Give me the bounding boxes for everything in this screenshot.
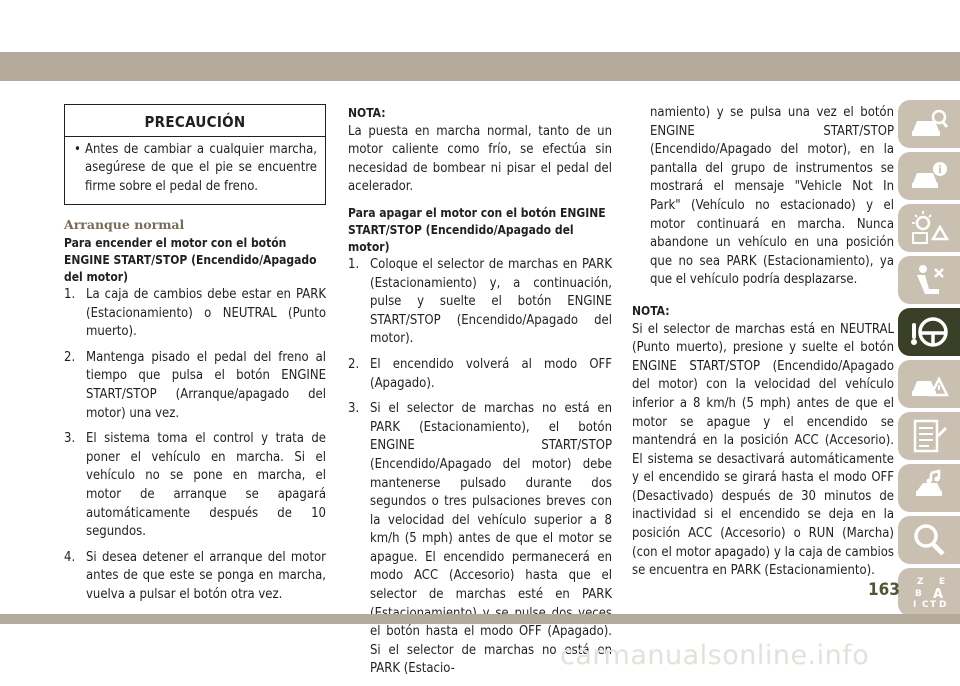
stop-step-2 xyxy=(348,356,612,393)
index-letter: I xyxy=(913,600,917,610)
svg-text:i: i xyxy=(938,165,942,176)
tab-safety[interactable] xyxy=(898,204,960,252)
tab-seats[interactable] xyxy=(898,256,960,304)
step-number: 3. xyxy=(348,401,360,417)
step-text: Si desea detener el arranque del motor antes de que este se ponga en marcha, vuelva a pulsar el botón otra vez. xyxy=(86,549,326,602)
index-letter: D xyxy=(939,600,947,610)
start-steps xyxy=(64,286,326,605)
maintenance-checklist-icon xyxy=(909,417,949,455)
tab-getting-to-know[interactable] xyxy=(898,100,960,148)
column-3 xyxy=(632,104,894,581)
step-text: La caja de cambios debe estar en PARK (Estacionamiento) o NEUTRAL (Punto muerto). xyxy=(86,286,326,340)
stop-step-3-continued: namiento) y se pulsa una vez el botón ENGINE START/STOP (Encendido/Apagado del motor), en la pantalla del grupo de instrumentos se mostrará el mensaje "Vehicle Not In Park" (Vehículo no estacionado) y el motor continuará en marcha. Nunca abandone un vehículo en una posición que no sea PARK (Estacionamiento), ya que el vehículo podría desplazarse. xyxy=(650,105,894,288)
stop-step-1 xyxy=(348,256,612,349)
index-letter: E xyxy=(939,577,946,587)
start-step-2 xyxy=(64,349,326,423)
tab-alphabet-index[interactable] xyxy=(898,568,960,616)
tab-instrument-panel[interactable] xyxy=(898,152,960,200)
caution-body xyxy=(65,137,325,205)
index-letter: Z xyxy=(917,577,924,587)
start-subhead: Para encender el motor con el botón ENGINE START/STOP (Encendido/Apagado del motor) xyxy=(64,235,317,284)
section-title: Arranque normal xyxy=(64,217,185,233)
index-letter: T xyxy=(930,600,937,610)
step-number: 4. xyxy=(64,549,76,565)
header-band xyxy=(0,52,960,81)
warning-lights-icon xyxy=(909,209,949,247)
tab-emergency[interactable] xyxy=(898,360,960,408)
step-number: 1. xyxy=(64,286,76,302)
step-number: 2. xyxy=(348,356,360,372)
index-letter: A xyxy=(933,587,944,602)
step-text: Coloque el selector de marchas en PARK (Estacionamiento) y, a continuación, pulse y suelte el botón ENGINE START/STOP (Encendido/Apagado del motor). xyxy=(370,256,612,347)
stop-subhead: Para apagar el motor con el botón ENGINE START/STOP (Encendido/Apagado del motor) xyxy=(348,205,606,254)
step-text: El encendido volverá al modo OFF (Apagado). xyxy=(370,356,612,391)
step-text: Si el selector de marchas no está en PARK (Estacionamiento), el botón ENGINE START/STOP (Encendido/Apagado del motor) debe mantenerse pulsado durante dos segundos o tres pulsaciones breves con la velocidad del vehículo superior a 8 km/h (5 mph) antes de que el motor se apague. El encendido permanecerá en modo ACC (Accesorio) hasta que el selector de marchas esté en PARK el botón hasta el modo OFF (Apagado). Si el selector de marchas no está en PARK (Estacio- xyxy=(370,401,612,677)
step-number: 3. xyxy=(64,431,76,447)
column-2 xyxy=(348,104,612,686)
caution-box xyxy=(64,104,326,205)
car-magnifier-icon xyxy=(909,105,949,143)
step-text: Mantenga pisado el pedal del freno al tiempo que pulsa el botón ENGINE START/STOP (Arranque/apagado del motor) una vez. xyxy=(86,349,326,421)
note-1-text: La puesta en marcha normal, tanto de un motor caliente como frío, se efectúa sin necesidad de bombear ni pisar el pedal del acelerador. xyxy=(348,123,612,195)
note-2-text: Si el selector de marchas está en NEUTRAL (Punto muerto), presione y suelte el botón ENGINE START/STOP (Encendido/Apagado del motor) con la velocidad del vehículo inferior a 8 km/h (5 mph) antes de que el motor se apague y el encendido se mantendrá en la posición ACC (Accesorio). El sistema se desactivará automáticamente y el encendido se girará hasta el modo OFF (Desactivado) después de 30 minutos de inactividad si el encendido se deja en la posición ACC (Accesorio) o RUN (Marcha) (con el motor apagado) y la caja de cambios se encuentra en PARK (Estacionamiento). xyxy=(632,321,894,579)
index-letter: B xyxy=(915,589,922,599)
page-number: 163 xyxy=(868,580,900,600)
tab-maintenance[interactable] xyxy=(898,412,960,460)
chapter-tabs xyxy=(898,100,960,620)
tab-multimedia[interactable] xyxy=(898,464,960,512)
caution-text: Antes de cambiar a cualquier marcha, asegúrese de que el pie se encuentre firme sobre el pedal de freno. xyxy=(85,141,317,194)
start-step-4 xyxy=(64,549,326,605)
footer-band xyxy=(0,614,960,624)
step-text: El sistema toma el control y trata de poner el vehículo en marcha. Si el vehículo no se pone en marcha, el motor de arranque se apagará automáticamente después de 10 segundos. xyxy=(86,431,326,540)
car-hazard-icon xyxy=(909,365,949,403)
tab-starting-operating[interactable] xyxy=(898,308,960,356)
start-step-3 xyxy=(64,430,326,542)
stop-step-3 xyxy=(348,400,612,679)
caution-title: PRECAUCIÓN xyxy=(65,105,325,137)
step-number: 1. xyxy=(348,256,360,272)
start-step-1 xyxy=(64,286,326,342)
seat-airbag-icon xyxy=(909,261,949,299)
note-2-label: NOTA: xyxy=(632,303,670,318)
note-1-label: NOTA: xyxy=(348,106,386,120)
tab-index-search[interactable] xyxy=(898,516,960,564)
car-info-icon xyxy=(909,157,949,195)
magnifier-icon xyxy=(909,521,949,559)
alphabet-index-icon xyxy=(909,573,949,611)
index-letter: C xyxy=(922,600,929,610)
column-1 xyxy=(64,104,326,611)
step-number: 2. xyxy=(64,349,76,365)
caution-bullet: • xyxy=(74,141,81,157)
steering-wheel-icon xyxy=(909,313,949,351)
watermark: carmanualsonline.info xyxy=(560,640,870,671)
multimedia-music-icon xyxy=(909,469,949,507)
